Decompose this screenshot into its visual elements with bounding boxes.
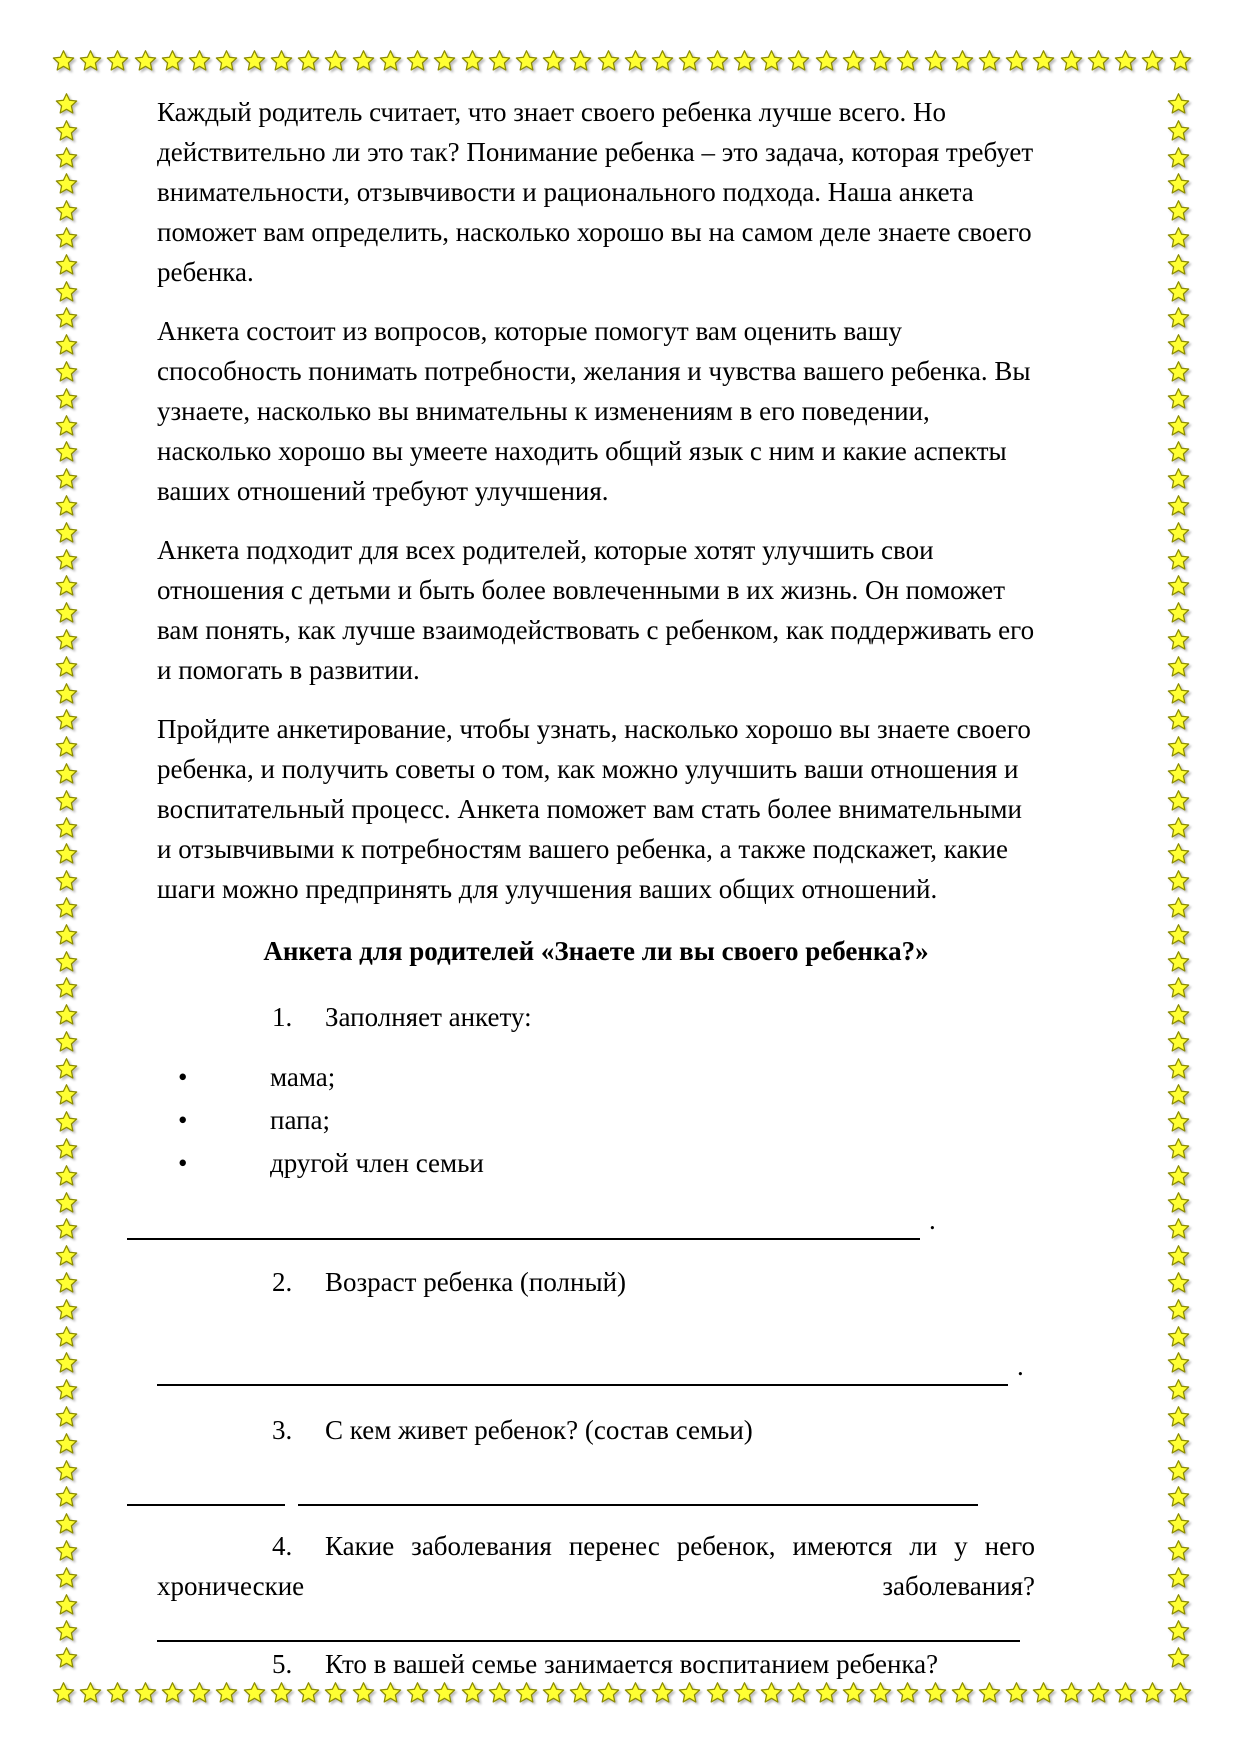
option-papa: папа; [270,1105,331,1135]
star-icon [55,1137,78,1160]
question-5-number: 5. [272,1649,293,1679]
question-4 [157,1526,1035,1606]
star-icon [55,869,78,892]
star-icon [842,49,865,72]
star-icon [55,1325,78,1348]
star-icon [1167,682,1190,705]
star-icon [869,49,892,72]
star-icon [1167,869,1190,892]
star-icon [297,49,320,72]
star-icon [106,1681,129,1704]
star-icon [1167,950,1190,973]
star-icon [515,1681,538,1704]
star-icon [55,1164,78,1187]
star-icon [678,49,701,72]
star-icon [1167,226,1190,249]
star-icon [1167,735,1190,758]
star-icon [1169,1681,1192,1704]
star-icon [1167,1057,1190,1080]
star-icon [1060,49,1083,72]
blank-line [157,1614,1020,1642]
star-icon [978,49,1001,72]
star-icon [461,49,484,72]
star-icon [406,49,429,72]
star-icon [706,49,729,72]
star-icon [1167,816,1190,839]
star-icon [161,49,184,72]
bullet-icon: • [178,1105,188,1135]
star-icon [1167,1325,1190,1348]
star-icon [924,49,947,72]
question-1 [157,997,1035,1037]
star-icon [55,306,78,329]
star-icon [55,1271,78,1294]
star-icon [896,1681,919,1704]
star-icon [55,1619,78,1642]
star-icon [1167,440,1190,463]
option-mama: мама; [270,1062,336,1092]
star-icon [1167,762,1190,785]
star-icon [815,1681,838,1704]
star-icon [270,1681,293,1704]
star-icon [55,1003,78,1026]
question-3 [157,1410,1035,1450]
star-icon [1032,1681,1055,1704]
star-icon [1167,414,1190,437]
star-icon [869,1681,892,1704]
star-icon [760,49,783,72]
star-icon [55,1244,78,1267]
star-icon [324,49,347,72]
star-icon [1167,1405,1190,1428]
star-icon [1087,49,1110,72]
star-icon [188,1681,211,1704]
star-icon [924,1681,947,1704]
star-icon [733,1681,756,1704]
star-border-top [52,48,1192,73]
star-icon [1167,1566,1190,1589]
star-icon [1167,1351,1190,1374]
star-icon [55,1459,78,1482]
star-icon [134,1681,157,1704]
star-icon [951,1681,974,1704]
star-icon [406,1681,429,1704]
star-icon [79,49,102,72]
star-icon [896,49,919,72]
blank-period: . [1017,1351,1024,1381]
star-icon [55,1512,78,1535]
star-icon [55,199,78,222]
star-icon [1167,1110,1190,1133]
star-icon [651,1681,674,1704]
star-icon [1167,1217,1190,1240]
star-icon [297,1681,320,1704]
star-icon [1032,49,1055,72]
question-2-text: Возраст ребенка (полный) [325,1267,627,1297]
star-icon [1060,1681,1083,1704]
star-icon [1167,1137,1190,1160]
star-icon [379,49,402,72]
star-icon [461,1681,484,1704]
star-icon [161,1681,184,1704]
star-icon [55,440,78,463]
intro-paragraph-4: Пройдите анкетирование, чтобы узнать, насколько хорошо вы знаете своего ребенка, и получить советы о том, как можно улучшить ваши отношения и воспитательный процесс. Анкета поможет вам стать более внимательными и отзывчивыми к потребностям вашего ребенка, а также подскажет, какие шаги можно предпринять для улучшения ваших общих отношений. [157,714,1031,904]
question-3-text: С кем живет ребенок? (состав семьи) [325,1415,753,1445]
star-icon [55,601,78,624]
star-icon [1167,1539,1190,1562]
question-1-number: 1. [272,1002,293,1032]
star-icon [55,119,78,142]
star-icon [55,762,78,785]
star-icon [1167,1593,1190,1616]
question-2 [157,1262,1035,1302]
star-icon [352,1681,375,1704]
star-icon [379,1681,402,1704]
star-icon [1167,92,1190,115]
star-icon [55,1378,78,1401]
star-icon [1167,1298,1190,1321]
star-icon [55,172,78,195]
intro-paragraph-3: Анкета подходит для всех родителей, которые хотят улучшить свои отношения с детьми и быть более вовлеченными в их жизнь. Он поможет вам понять, как лучше взаимодействовать с ребенком, как поддерживать его и помогать в развитии. [157,535,1035,685]
star-icon [1167,628,1190,651]
star-icon [55,789,78,812]
question-4-text: Какие заболевания перенес ребенок, имеются ли у него [325,1531,1035,1561]
star-icon [1141,49,1164,72]
star-icon [55,253,78,276]
star-icon [978,1681,1001,1704]
star-icon [678,1681,701,1704]
star-icon [1167,1244,1190,1267]
star-icon [55,146,78,169]
question-4-text-right: заболевания? [882,1571,1035,1601]
star-icon [1167,1378,1190,1401]
star-icon [55,976,78,999]
star-icon [55,1110,78,1133]
star-icon [55,494,78,517]
star-icon [55,548,78,571]
star-icon [243,1681,266,1704]
star-icon [624,49,647,72]
star-icon [55,1593,78,1616]
star-icon [55,521,78,544]
star-icon [55,923,78,946]
star-icon [1167,1512,1190,1535]
star-icon [1167,842,1190,865]
star-icon [1167,976,1190,999]
star-icon [324,1681,347,1704]
star-icon [55,574,78,597]
star-icon [787,49,810,72]
intro-paragraph-1: Каждый родитель считает, что знает своего ребенка лучше всего. Но действительно ли это так? Понимание ребенка – это задача, которая требует внимательности, отзывчивости и рационального подхода. Наша анкета поможет вам определить, насколько хорошо вы на самом деле знаете своего ребенка. [157,97,1034,287]
star-icon [1167,1003,1190,1026]
star-icon [55,708,78,731]
star-icon [1167,494,1190,517]
star-icon [842,1681,865,1704]
star-icon [55,735,78,758]
star-icon [1167,1432,1190,1455]
star-icon [55,360,78,383]
star-icon [352,49,375,72]
star-icon [1167,708,1190,731]
star-icon [1167,1083,1190,1106]
star-icon [55,333,78,356]
question-2-number: 2. [272,1267,293,1297]
answer-blank-3 [157,1478,1035,1506]
star-icon [55,816,78,839]
star-icon [1167,601,1190,624]
star-icon [433,49,456,72]
question-4-line1 [157,1526,1035,1566]
star-icon [55,1351,78,1374]
star-icon [542,1681,565,1704]
star-icon [1167,1646,1190,1669]
star-icon [706,1681,729,1704]
star-icon [55,1083,78,1106]
bullet-icon: • [178,1062,188,1092]
star-icon [1167,1271,1190,1294]
star-icon [52,49,75,72]
star-icon [55,1432,78,1455]
star-icon [55,1485,78,1508]
star-icon [55,1217,78,1240]
star-icon [55,682,78,705]
star-icon [55,950,78,973]
answer-blank-4 [157,1614,1035,1642]
star-icon [433,1681,456,1704]
star-icon [270,49,293,72]
document-body [157,92,1035,1684]
star-icon [55,1405,78,1428]
star-icon [1167,548,1190,571]
list-item [157,1057,1035,1100]
star-icon [52,1681,75,1704]
star-icon [55,1646,78,1669]
star-icon [1167,199,1190,222]
blank-line [298,1478,978,1506]
star-icon [215,1681,238,1704]
question-4-number: 4. [272,1531,293,1561]
star-icon [1167,280,1190,303]
option-other: другой член семьи [270,1148,484,1178]
star-icon [1005,49,1028,72]
star-icon [55,1298,78,1321]
question-4-line2 [157,1566,1035,1606]
answer-blank-1 [157,1200,1035,1240]
blank-period: . [929,1205,936,1235]
star-icon [106,49,129,72]
star-icon [79,1681,102,1704]
star-icon [188,49,211,72]
star-icon [1169,49,1192,72]
star-icon [1167,146,1190,169]
star-icon [542,49,565,72]
star-icon [815,49,838,72]
star-icon [597,49,620,72]
star-icon [488,1681,511,1704]
star-icon [1167,1485,1190,1508]
star-icon [1167,1164,1190,1187]
star-icon [1087,1681,1110,1704]
answer-blank-2 [157,1346,1035,1386]
intro-paragraph-2: Анкета состоит из вопросов, которые помогут вам оценить вашу способность понимать потребности, желания и чувства вашего ребенка. Вы узнаете, насколько вы внимательны к изменениям в его поведении, насколько хорошо вы умеете находить общий язык с ним и какие аспекты ваших отношений требуют улучшения. [157,316,1031,506]
star-icon [1167,306,1190,329]
star-icon [1167,1030,1190,1053]
star-icon [1167,119,1190,142]
star-icon [55,1030,78,1053]
star-icon [215,49,238,72]
star-icon [55,1191,78,1214]
star-icon [55,467,78,490]
star-icon [1167,521,1190,544]
star-icon [55,1566,78,1589]
star-border-right [1166,92,1191,1670]
star-icon [55,655,78,678]
bullet-icon: • [178,1148,188,1178]
star-icon [55,896,78,919]
star-icon [1114,1681,1137,1704]
star-icon [55,1057,78,1080]
star-icon [1167,467,1190,490]
star-icon [951,49,974,72]
blank-line [127,1212,920,1240]
star-icon [55,280,78,303]
star-icon [1167,1459,1190,1482]
star-icon [569,1681,592,1704]
star-icon [1167,574,1190,597]
star-icon [1167,655,1190,678]
star-icon [1005,1681,1028,1704]
star-icon [1167,387,1190,410]
star-icon [55,842,78,865]
list-item [157,1143,1035,1186]
star-icon [55,92,78,115]
star-icon [624,1681,647,1704]
star-icon [1167,1191,1190,1214]
star-icon [55,414,78,437]
blank-line [157,1358,1008,1386]
list-item [157,1100,1035,1143]
star-icon [55,628,78,651]
star-icon [1114,49,1137,72]
star-icon [597,1681,620,1704]
star-icon [243,49,266,72]
question-4-text-left: хронические [157,1571,305,1601]
star-icon [55,387,78,410]
star-icon [134,49,157,72]
question-1-text: Заполняет анкету: [325,1002,532,1032]
star-icon [787,1681,810,1704]
question-5-text: Кто в вашей семье занимается воспитанием ребенка? [325,1649,939,1679]
star-icon [1167,333,1190,356]
star-icon [1167,789,1190,812]
star-icon [55,226,78,249]
star-icon [488,49,511,72]
star-icon [760,1681,783,1704]
star-icon [1167,896,1190,919]
form-title: Анкета для родителей «Знаете ли вы своего ребенка?» [263,936,929,966]
question-5 [157,1644,1035,1684]
star-icon [1167,1619,1190,1642]
star-icon [651,49,674,72]
star-icon [1141,1681,1164,1704]
question-3-number: 3. [272,1415,293,1445]
star-icon [55,1539,78,1562]
star-icon [733,49,756,72]
blank-line [127,1478,285,1506]
star-icon [1167,360,1190,383]
question-1-options [157,1057,1035,1186]
star-icon [515,49,538,72]
star-icon [1167,923,1190,946]
star-icon [569,49,592,72]
star-icon [1167,253,1190,276]
star-border-left [54,92,79,1670]
star-icon [1167,172,1190,195]
